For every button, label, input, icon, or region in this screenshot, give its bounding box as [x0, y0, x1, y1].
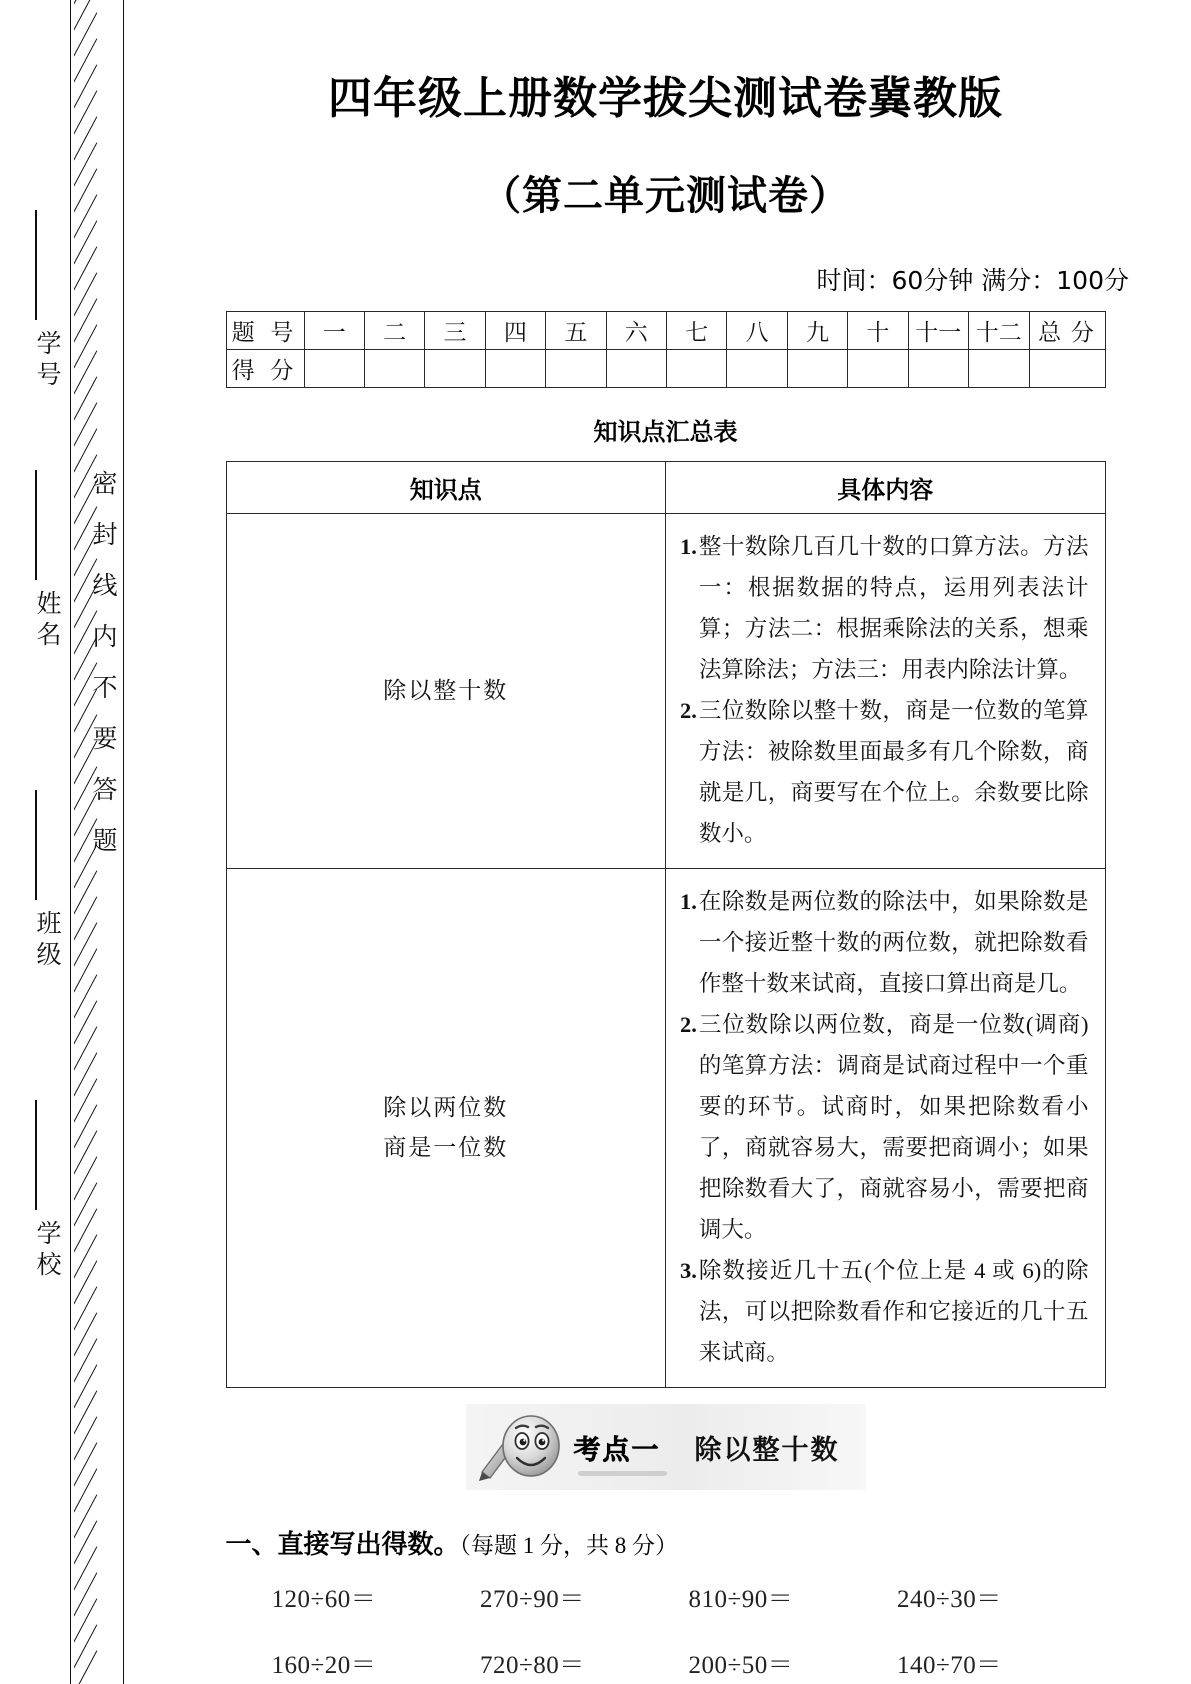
problem-8[interactable]: 140÷70＝	[897, 1652, 1002, 1679]
field-name: 姓名	[33, 590, 60, 652]
score-table-column-7: 七	[666, 312, 726, 350]
score-table-value-row	[226, 350, 1105, 388]
exam-point-topic: 除以整十数	[694, 1434, 840, 1466]
score-table-column-12: 十二	[968, 312, 1029, 350]
knowledge-row	[226, 514, 1105, 869]
score-table-label-score: 得 分	[226, 350, 304, 388]
knowledge-item-number: 1.	[680, 889, 697, 914]
score-table-column-4: 四	[485, 312, 545, 350]
score-table-column-9: 九	[787, 312, 847, 350]
knowledge-item-text: 除数接近几十五(个位上是 4 或 6)的除法，可以把除数看作和它接近的几十五来试商。	[698, 1258, 1089, 1365]
problem-1[interactable]: 120÷60＝	[271, 1586, 377, 1613]
score-cell-6[interactable]	[606, 350, 666, 388]
school-rule	[35, 1100, 37, 1210]
problem-7[interactable]: 200÷50＝	[688, 1652, 794, 1679]
question-1-heading	[226, 1524, 1106, 1561]
knowledge-item-number: 2.	[680, 698, 697, 723]
problem-6[interactable]: 720÷80＝	[480, 1652, 585, 1679]
knowledge-header-content: 具体内容	[666, 462, 1106, 514]
left-margin-band	[0, 0, 140, 1684]
score-table	[226, 311, 1106, 388]
exam-point-badge: 考点一	[574, 1428, 661, 1467]
page-subtitle: （第二单元测试卷）	[481, 173, 850, 219]
score-cell-3[interactable]	[425, 350, 485, 388]
field-school: 学校	[33, 1220, 60, 1282]
seal-line-text: 密封线内不要答题	[89, 470, 116, 878]
problem-2[interactable]: 270÷90＝	[480, 1586, 585, 1613]
question-1-score-note: （每题 1 分，共 8 分）	[459, 1533, 679, 1558]
knowledge-item-number: 3.	[680, 1258, 697, 1283]
exam-page	[140, 0, 1191, 1684]
knowledge-item-number: 1.	[680, 534, 697, 559]
question-1-problem-grid	[226, 1579, 1106, 1681]
knowledge-item	[680, 881, 1089, 1004]
margin-rule-right	[123, 0, 124, 1684]
score-cell-11[interactable]	[908, 350, 968, 388]
knowledge-item-text: 在除数是两位数的除法中，如果除数是一个接近整十数的两位数，就把除数看作整十数来试商，直接口算出商是几。	[698, 889, 1089, 996]
score-cell-2[interactable]	[364, 350, 424, 388]
knowledge-point-content	[666, 514, 1106, 869]
score-cell-1[interactable]	[304, 350, 364, 388]
exam-meta: 时间：60分钟 满分：100分	[816, 266, 1129, 295]
knowledge-row	[226, 869, 1105, 1388]
score-cell-7[interactable]	[666, 350, 726, 388]
name-rule	[35, 470, 37, 580]
score-table-column-1: 一	[304, 312, 364, 350]
knowledge-point-name: 除以整十数	[226, 514, 666, 869]
page-title: 四年级上册数学拔尖测试卷冀教版	[328, 73, 1003, 124]
knowledge-item	[680, 1004, 1089, 1250]
field-class: 班级	[33, 910, 60, 972]
knowledge-item	[680, 526, 1089, 690]
question-1-title: 一、直接写出得数。	[225, 1530, 460, 1560]
problem-4[interactable]: 240÷30＝	[897, 1586, 1002, 1613]
problem-3[interactable]: 810÷90＝	[688, 1586, 794, 1613]
score-cell-4[interactable]	[485, 350, 545, 388]
score-cell-9[interactable]	[787, 350, 847, 388]
score-table-column-6: 六	[606, 312, 666, 350]
score-table-total-header: 总 分	[1029, 312, 1105, 350]
score-table-column-8: 八	[727, 312, 787, 350]
margin-rule-left	[70, 0, 71, 1684]
knowledge-item-text: 整十数除几百几十数的口算方法。方法一：根据数据的特点，运用列表法计算；方法二：根据乘除法的关系，想乘法算除法；方法三：用表内除法计算。	[698, 534, 1089, 682]
knowledge-item-number: 2.	[680, 1012, 697, 1037]
score-table-column-10: 十	[848, 312, 908, 350]
knowledge-point-name: 除以两位数 商是一位数	[226, 869, 666, 1388]
knowledge-item	[680, 690, 1089, 854]
knowledge-point-content	[666, 869, 1106, 1388]
score-cell-12[interactable]	[968, 350, 1029, 388]
knowledge-header-name: 知识点	[226, 462, 666, 514]
field-student-id: 学号	[33, 330, 60, 392]
score-table-column-11: 十一	[908, 312, 968, 350]
student-id-rule	[35, 210, 37, 320]
knowledge-item-text: 三位数除以整十数，商是一位数的笔算方法：被除数里面最多有几个除数，商就是几，商要写在个位上。余数要比除数小。	[698, 698, 1089, 846]
score-cell-8[interactable]	[727, 350, 787, 388]
knowledge-table	[226, 461, 1106, 1388]
score-table-column-5: 五	[546, 312, 606, 350]
class-rule	[35, 790, 37, 900]
score-table-header-row	[226, 312, 1105, 350]
score-table-label-number: 题 号	[226, 312, 304, 350]
score-cell-5[interactable]	[546, 350, 606, 388]
exam-point-banner	[226, 1404, 1106, 1490]
smiley-face-with-pencil-icon	[476, 1410, 572, 1484]
knowledge-item	[680, 1250, 1089, 1373]
score-cell-10[interactable]	[848, 350, 908, 388]
knowledge-table-caption: 知识点汇总表	[593, 418, 738, 446]
score-table-column-3: 三	[425, 312, 485, 350]
knowledge-item-text: 三位数除以两位数，商是一位数(调商)的笔算方法：调商是试商过程中一个重要的环节。试商时，如果把除数看小了，商就容易大，需要把商调小；如果把除数看大了，商就容易小，需要把商调大。	[698, 1012, 1089, 1242]
problem-5[interactable]: 160÷20＝	[271, 1652, 377, 1679]
score-cell-13[interactable]	[1029, 350, 1105, 388]
score-table-column-2: 二	[364, 312, 424, 350]
